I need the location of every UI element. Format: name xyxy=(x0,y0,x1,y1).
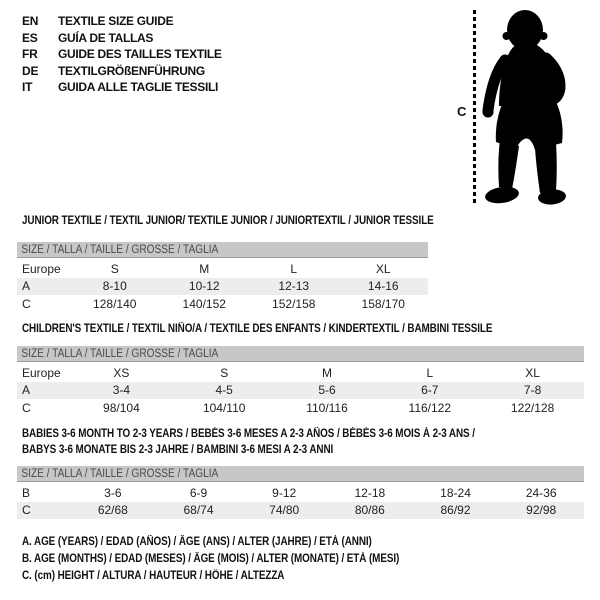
size-cell: S xyxy=(220,365,229,380)
size-table xyxy=(17,466,584,519)
toddler-silhouette-icon xyxy=(478,8,570,206)
language-code: ES xyxy=(22,30,38,45)
size-header-label: SIZE / TALLA / TAILLE / GRÖSSE / TAGLIA xyxy=(21,243,219,256)
table-rows xyxy=(17,364,584,417)
size-cell: 140/152 xyxy=(182,296,226,311)
size-header-bar xyxy=(17,466,584,482)
footnote: A. AGE (YEARS) / EDAD (AÑOS) / ÂGE (ANS) / ALTER (JAHRE) / ETÀ (ANNI) xyxy=(22,536,372,548)
size-header-bar xyxy=(17,242,428,258)
size-cell: 92/98 xyxy=(526,503,557,518)
size-cell: 5-6 xyxy=(318,383,336,398)
table-row xyxy=(17,278,428,296)
babies-textile-table xyxy=(17,426,584,519)
size-cell: 128/140 xyxy=(93,296,137,311)
size-cell: 86/92 xyxy=(440,503,471,518)
language-row xyxy=(22,46,222,63)
language-code: DE xyxy=(22,63,39,78)
row-label: C xyxy=(22,400,31,415)
language-row xyxy=(22,63,222,80)
language-title: GUIDE DES TAILLES TEXTILE xyxy=(58,47,222,62)
size-cell: L xyxy=(426,365,434,380)
height-measure-dashed-line xyxy=(473,10,476,206)
table-title-line: BABYS 3-6 MONATE BIS 2-3 JAHRE / BAMBINI 3-6 MESI A 2-3 ANNI xyxy=(22,444,334,456)
size-cell: 7-8 xyxy=(523,383,542,398)
size-cell: L xyxy=(290,261,298,276)
size-cell: 8-10 xyxy=(102,279,127,294)
table-row xyxy=(17,364,584,382)
table-row xyxy=(17,295,428,313)
size-cell: 158/170 xyxy=(361,296,405,311)
table-rows xyxy=(17,484,584,519)
row-label: Europe xyxy=(22,261,61,276)
table-title xyxy=(22,213,434,229)
table-title xyxy=(22,321,584,337)
row-label: Europe xyxy=(22,365,61,380)
table-rows xyxy=(17,260,428,313)
table-row xyxy=(17,260,428,278)
size-cell: 62/68 xyxy=(97,503,128,518)
junior-textile-table xyxy=(17,213,434,313)
size-cell: 74/80 xyxy=(269,503,300,518)
language-code: IT xyxy=(22,80,33,95)
language-code: EN xyxy=(22,14,39,29)
size-cell: 18-24 xyxy=(440,485,471,500)
row-label: C xyxy=(22,503,31,518)
size-cell: S xyxy=(110,261,119,276)
table-title-line: JUNIOR TEXTILE / TEXTIL JUNIOR/ TEXTILE JUNIOR / JUNIORTEXTIL / JUNIOR TESSILE xyxy=(22,215,434,227)
size-cell: 3-6 xyxy=(104,485,122,500)
footnote: B. AGE (MONTHS) / EDAD (MESES) / ÂGE (MOIS) / ALTER (MONATE) / ETÀ (MESI) xyxy=(22,553,400,565)
table-row xyxy=(17,502,584,520)
size-cell: 3-4 xyxy=(112,383,131,398)
childrens-textile-table xyxy=(17,321,584,417)
footnote: C. (cm) HEIGHT / ALTURA / HAUTEUR / HÖHE / ALTEZZA xyxy=(22,570,285,582)
row-label: A xyxy=(22,279,31,294)
table-title xyxy=(22,426,584,458)
size-cell: XL xyxy=(525,365,540,380)
row-label: B xyxy=(22,485,31,500)
size-header-label: SIZE / TALLA / TAILLE / GRÖSSE / TAGLIA xyxy=(21,347,219,360)
size-cell: M xyxy=(199,261,210,276)
size-cell: 80/86 xyxy=(354,503,385,518)
size-cell: 12-18 xyxy=(354,485,386,500)
table-title-line: CHILDREN'S TEXTILE / TEXTIL NIÑO/A / TEXTILE DES ENFANTS / KINDERTEXTIL / BAMBINI TESSILE xyxy=(22,323,493,335)
table-row xyxy=(17,484,584,502)
language-row xyxy=(22,30,222,47)
size-table xyxy=(17,242,428,313)
size-cell: XL xyxy=(375,261,391,276)
height-measure-label: C xyxy=(457,104,467,119)
table-row xyxy=(17,382,584,400)
language-row xyxy=(22,13,222,30)
size-cell: 98/104 xyxy=(103,400,140,415)
language-title: GUÍA DE TALLAS xyxy=(58,30,154,45)
size-cell: 14-16 xyxy=(367,279,399,294)
size-cell: 116/122 xyxy=(408,400,452,415)
size-cell: M xyxy=(321,365,332,380)
size-cell: 6-9 xyxy=(189,485,208,500)
size-header-label: SIZE / TALLA / TAILLE / GRÖSSE / TAGLIA xyxy=(21,467,219,480)
row-label: C xyxy=(22,296,31,311)
size-cell: XS xyxy=(113,365,130,380)
size-cell: 104/110 xyxy=(202,400,246,415)
size-header-bar xyxy=(17,346,584,362)
language-code: FR xyxy=(22,47,38,62)
size-cell: 68/74 xyxy=(183,503,214,518)
footnote-list xyxy=(22,534,461,585)
table-title-line: BABIES 3-6 MONTH TO 2-3 YEARS / BEBÉS 3-6 MESES A 2-3 AÑOS / BÉBÉS 3-6 MOIS À 2-3 ANS / xyxy=(22,428,475,440)
language-title: TEXTILGRÖßENFÜHRUNG xyxy=(58,63,205,78)
language-title: TEXTILE SIZE GUIDE xyxy=(58,14,174,29)
size-cell: 152/158 xyxy=(272,296,316,311)
language-list xyxy=(22,13,222,96)
size-cell: 10-12 xyxy=(188,279,220,294)
table-row xyxy=(17,399,584,417)
language-title: GUIDA ALLE TAGLIE TESSILI xyxy=(58,80,219,95)
row-label: A xyxy=(22,383,31,398)
size-cell: 12-13 xyxy=(278,279,310,294)
size-cell: 24-36 xyxy=(525,485,557,500)
size-cell: 6-7 xyxy=(421,383,439,398)
size-cell: 110/116 xyxy=(306,400,348,415)
language-row xyxy=(22,79,222,96)
size-cell: 9-12 xyxy=(272,485,297,500)
size-table xyxy=(17,346,584,417)
size-cell: 4-5 xyxy=(215,383,233,398)
size-cell: 122/128 xyxy=(510,400,555,415)
